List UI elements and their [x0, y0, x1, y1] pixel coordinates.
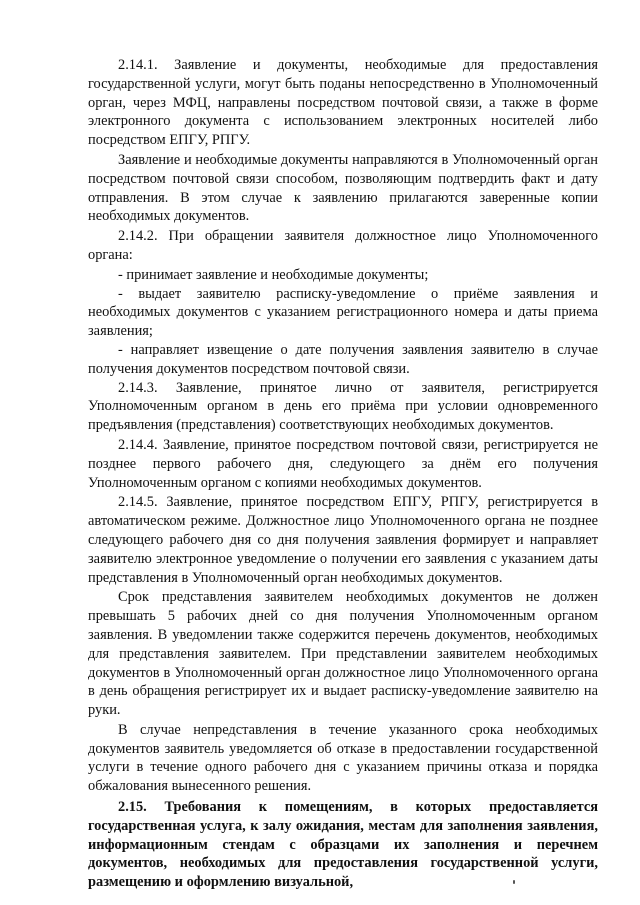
list-item-send-notice: - направляет извещение о дате получения заявления заявителю в случае получения документов посредством почтовой связи.	[88, 341, 598, 377]
paragraph-2-14-2: 2.14.2. При обращении заявителя должностное лицо Уполномоченного органа:	[88, 228, 598, 263]
paragraph-2-14-3: 2.14.3. Заявление, принятое лично от заявителя, регистрируется Уполномоченным органом в день его приёма при условии одновременного предъявления (представления) соответствующих необходимых документов.	[88, 379, 598, 434]
paragraph-2-14-1: 2.14.1. Заявление и документы, необходимые для предоставления государственной услуги, могут быть поданы непосредственно в Уполномоченный орган, через МФЦ, направлены посредством почтовой связи, а также в форме электронного документа с использованием электронных носителей либо посредством ЕПГУ, РПГУ.	[88, 57, 598, 149]
list-item-issue-receipt: - выдает заявителю расписку-уведомление о приёме заявления и необходимых документов с указанием регистрационного номера и даты приема заявления;	[88, 285, 598, 340]
paragraph-2-14-4: 2.14.4. Заявление, принятое посредством почтовой связи, регистрируется не позднее первого рабочего дня, следующего за днём его получения Уполномоченным органом с копиями необходимых документов.	[88, 436, 598, 491]
paragraph-refusal-notice: В случае непредставления в течение указанного срока необходимых документов заявитель уведомляется об отказе в предоставлении государственной услуги в течение одного рабочего дня с указанием причины отказа и порядка обжалования вынесенного решения.	[88, 721, 598, 795]
scan-speck	[513, 880, 515, 884]
section-heading-2-15: 2.15. Требования к помещениям, в которых предоставляется государственная услуга, к залу ожидания, местам для заполнения заявления, информационным стендам с образцами их заполнения и перечнем документов, необходимых для предоставления государственной услуги, размещению и оформлению визуальной,	[88, 799, 598, 891]
paragraph-postal-submission: Заявление и необходимые документы направляются в Уполномоченный орган посредством почтовой связи способом, позволяющим подтвердить факт и дату отправления. В этом случае к заявлению прилагаются заверенные копии необходимых документов.	[88, 151, 598, 225]
paragraph-2-14-5: 2.14.5. Заявление, принятое посредством ЕПГУ, РПГУ, регистрируется в автоматическом режиме. Должностное лицо Уполномоченного органа не позднее следующего рабочего дня со дня получения заявления формирует и направляет заявителю электронное уведомление о получении его заявления с указанием даты представления в Уполномоченный орган необходимых документов.	[88, 494, 598, 586]
list-item-accept-application: - принимает заявление и необходимые документы;	[118, 266, 429, 283]
document-page	[88, 56, 598, 893]
paragraph-submission-deadline: Срок представления заявителем необходимых документов не должен превышать 5 рабочих дней со дня получения Уполномоченным органом заявления. В уведомлении также содержится перечень документов, необходимых для представления заявителем. При представлении заявителем необходимых документов в Уполномоченный орган должностное лицо Уполномоченного органа в день обращения регистрирует их и выдает расписку-уведомление заявителю на руки.	[88, 589, 598, 719]
